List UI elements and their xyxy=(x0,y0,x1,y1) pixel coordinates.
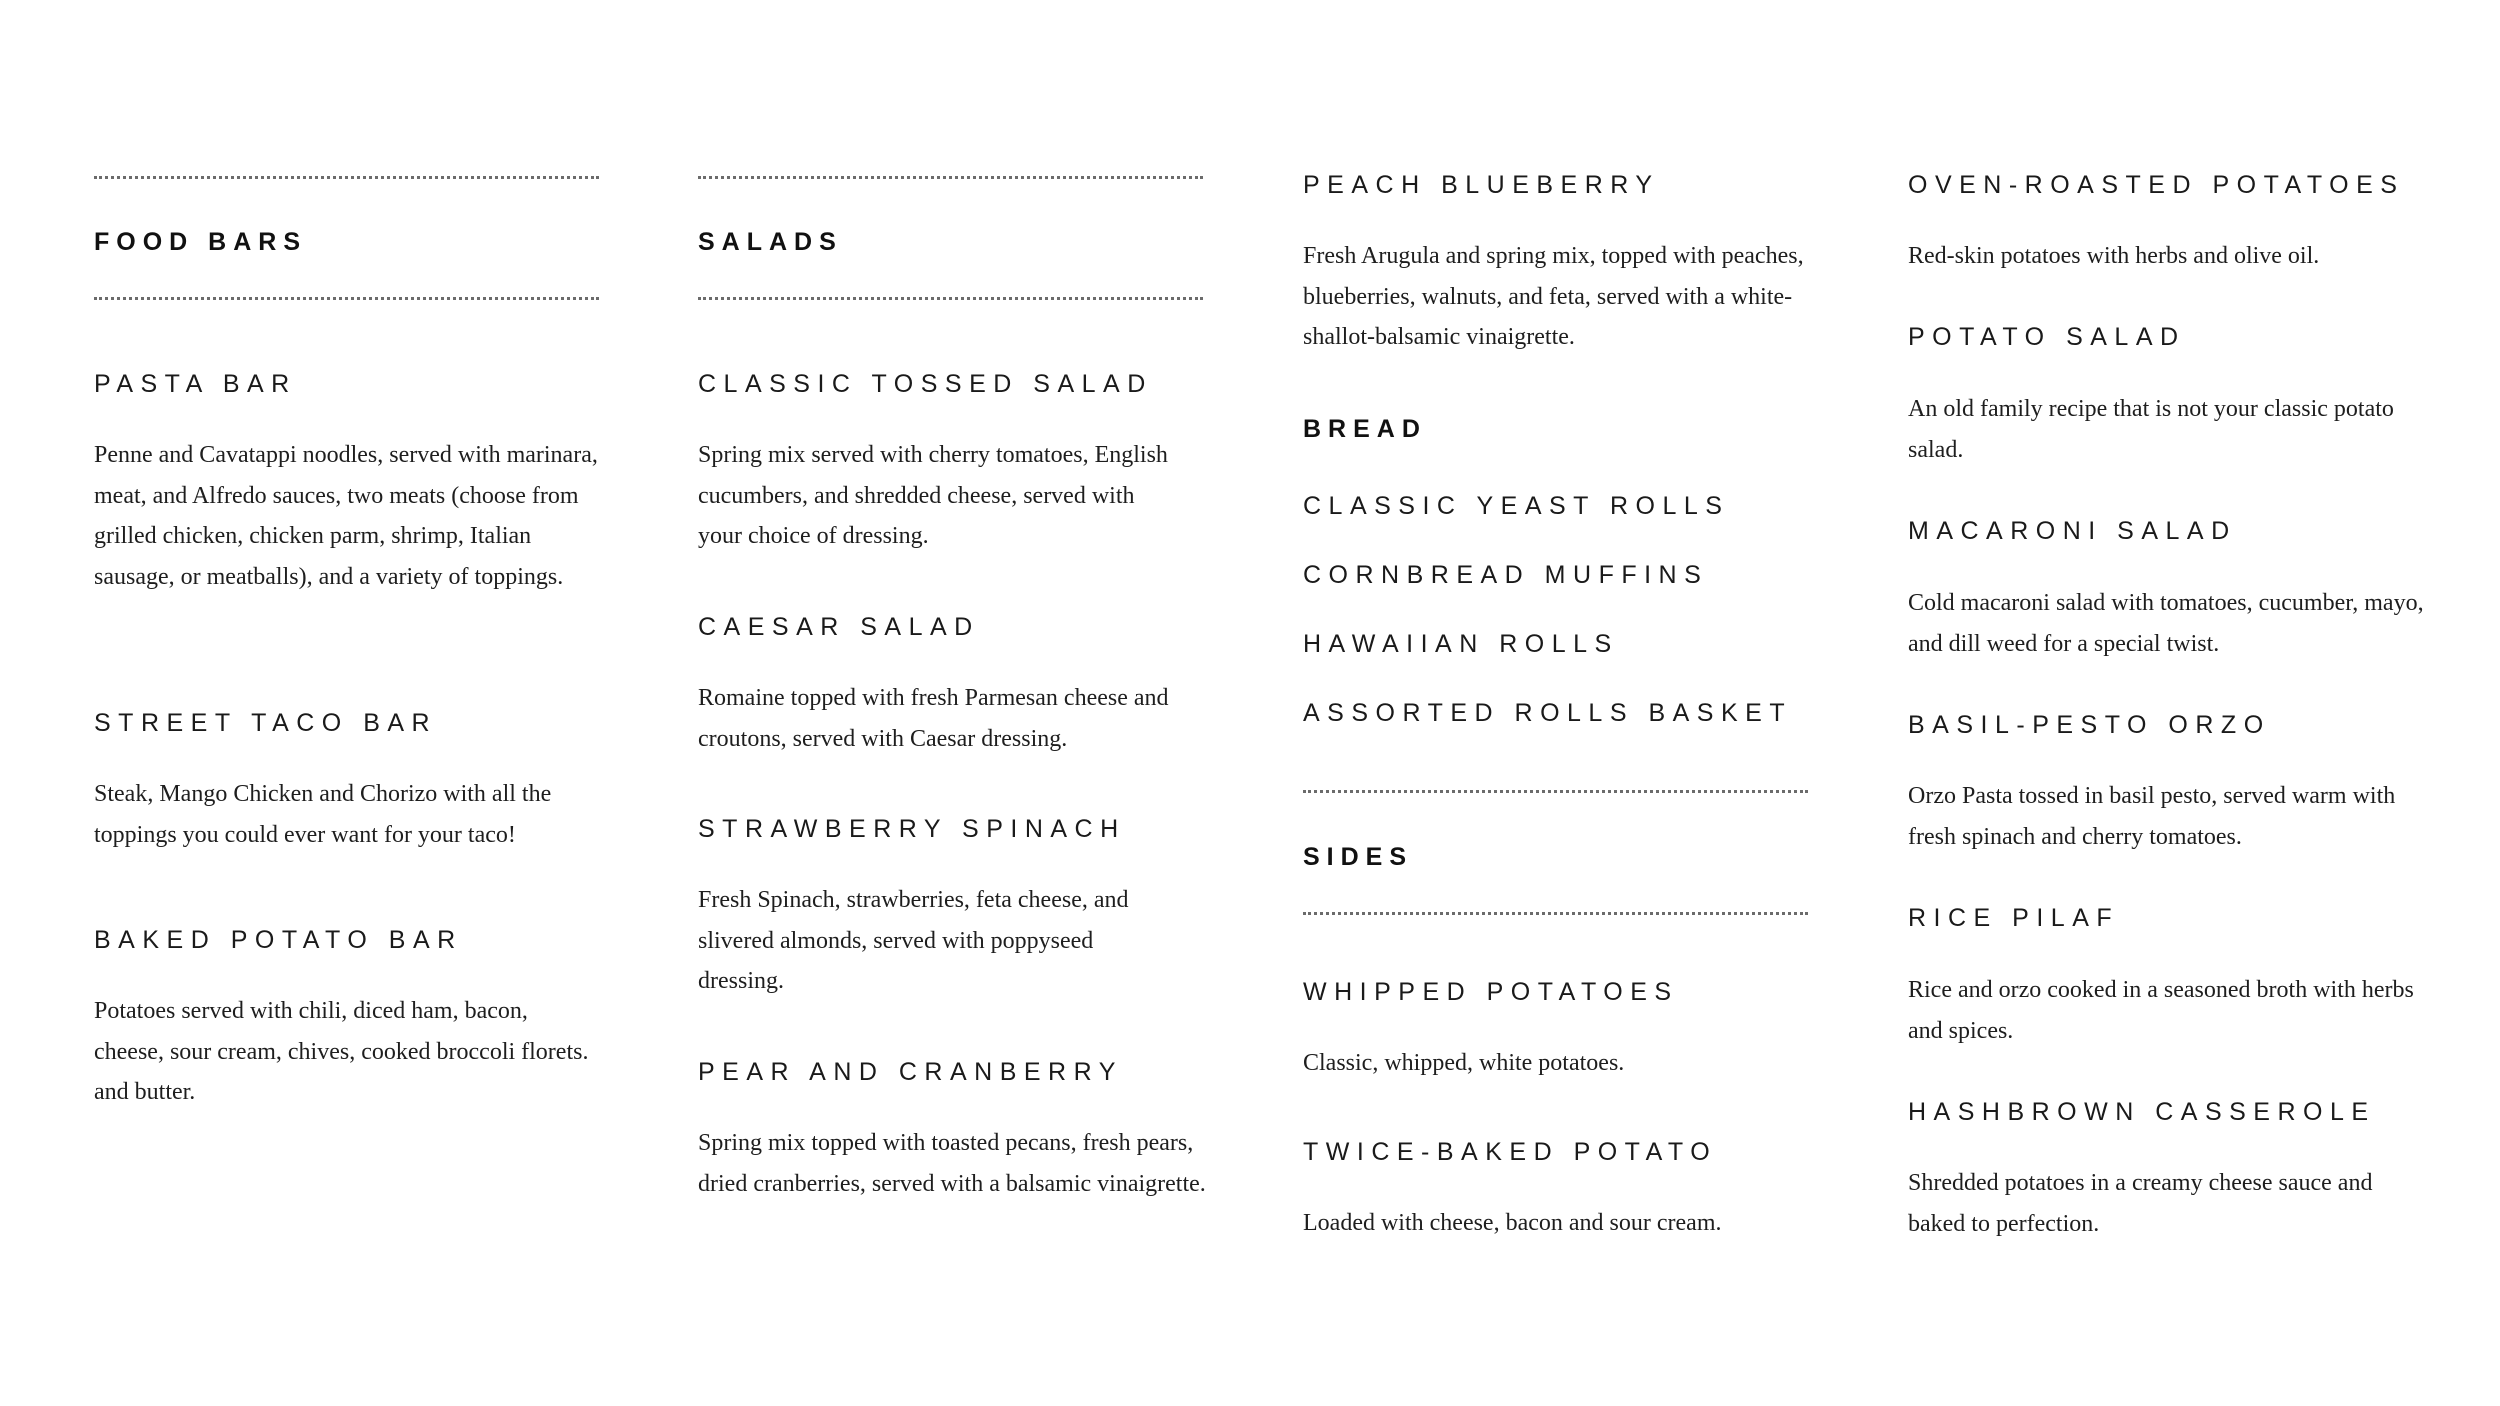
dotted-divider xyxy=(698,176,1203,179)
item-desc-oven-roasted-potatoes: Red-skin potatoes with herbs and olive oil. xyxy=(1908,243,2320,269)
item-title-pasta-bar: PASTA BAR xyxy=(94,370,297,398)
item-desc-strawberry-spinach: Fresh Spinach, strawberries, feta cheese, and slivered almonds, served with poppyseed dressing. xyxy=(698,887,1129,994)
item-desc-baked-potato-bar: Potatoes served with chili, diced ham, bacon, cheese, sour cream, chives, cooked broccoli florets. and butter. xyxy=(94,998,589,1105)
item-desc-basil-pesto-orzo: Orzo Pasta tossed in basil pesto, served warm with fresh spinach and cherry tomatoes. xyxy=(1908,783,2396,850)
item-desc-twice-baked-potato: Loaded with cheese, bacon and sour cream. xyxy=(1303,1210,1722,1236)
item-title-peach-blueberry: PEACH BLUEBERRY xyxy=(1303,171,1660,199)
item-desc-potato-salad: An old family recipe that is not your classic potato salad. xyxy=(1908,396,2394,463)
item-desc-pear-and-cranberry: Spring mix topped with toasted pecans, fresh pears, dried cranberries, served with a balsamic vinaigrette. xyxy=(698,1130,1206,1197)
item-desc-caesar-salad: Romaine topped with fresh Parmesan cheese and croutons, served with Caesar dressing. xyxy=(698,685,1169,752)
item-title-strawberry-spinach: STRAWBERRY SPINACH xyxy=(698,815,1126,843)
item-title-street-taco-bar: STREET TACO BAR xyxy=(94,709,438,737)
item-title-caesar-salad: CAESAR SALAD xyxy=(698,613,980,641)
dotted-divider xyxy=(94,176,599,179)
item-title-oven-roasted-potatoes: OVEN-ROASTED POTATOES xyxy=(1908,171,2405,199)
item-title-twice-baked-potato: TWICE-BAKED POTATO xyxy=(1303,1138,1718,1166)
item-title-assorted-rolls-basket: ASSORTED ROLLS BASKET xyxy=(1303,699,1793,727)
item-title-hawaiian-rolls: HAWAIIAN ROLLS xyxy=(1303,630,1619,658)
item-title-macaroni-salad: MACARONI SALAD xyxy=(1908,517,2237,545)
item-title-cornbread-muffins: CORNBREAD MUFFINS xyxy=(1303,561,1709,589)
section-title-sides: SIDES xyxy=(1303,843,1414,871)
item-desc-rice-pilaf: Rice and orzo cooked in a seasoned broth with herbs and spices. xyxy=(1908,977,2414,1044)
section-title-bread: BREAD xyxy=(1303,415,1427,443)
dotted-divider xyxy=(1303,912,1808,915)
item-desc-macaroni-salad: Cold macaroni salad with tomatoes, cucumber, mayo, and dill weed for a special twist. xyxy=(1908,590,2424,657)
section-title-food-bars: FOOD BARS xyxy=(94,228,307,256)
dotted-divider xyxy=(698,297,1203,300)
item-desc-whipped-potatoes: Classic, whipped, white potatoes. xyxy=(1303,1050,1625,1076)
item-title-classic-tossed-salad: CLASSIC TOSSED SALAD xyxy=(698,370,1153,398)
item-title-whipped-potatoes: WHIPPED POTATOES xyxy=(1303,978,1679,1006)
dotted-divider xyxy=(94,297,599,300)
item-title-baked-potato-bar: BAKED POTATO BAR xyxy=(94,926,463,954)
item-desc-pasta-bar: Penne and Cavatappi noodles, served with marinara, meat, and Alfredo sauces, two meats (choose from grilled chicken, chicken parm, shrimp, Italian sausage, or meatballs), and a variety of toppings. xyxy=(94,442,598,590)
item-title-potato-salad: POTATO SALAD xyxy=(1908,323,2186,351)
item-title-pear-and-cranberry: PEAR AND CRANBERRY xyxy=(698,1058,1123,1086)
item-title-basil-pesto-orzo: BASIL-PESTO ORZO xyxy=(1908,711,2271,739)
item-title-hashbrown-casserole: HASHBROWN CASSEROLE xyxy=(1908,1098,2376,1126)
dotted-divider xyxy=(1303,790,1808,793)
item-desc-hashbrown-casserole: Shredded potatoes in a creamy cheese sauce and baked to perfection. xyxy=(1908,1170,2373,1237)
item-desc-peach-blueberry: Fresh Arugula and spring mix, topped with peaches, blueberries, walnuts, and feta, served with a white-shallot-balsamic vinaigrette. xyxy=(1303,243,1804,350)
item-title-rice-pilaf: RICE PILAF xyxy=(1908,904,2120,932)
item-desc-classic-tossed-salad: Spring mix served with cherry tomatoes, English cucumbers, and shredded cheese, served with your choice of dressing. xyxy=(698,442,1168,549)
item-title-classic-yeast-rolls: CLASSIC YEAST ROLLS xyxy=(1303,492,1730,520)
item-desc-street-taco-bar: Steak, Mango Chicken and Chorizo with all the toppings you could ever want for your taco! xyxy=(94,781,552,848)
section-title-salads: SALADS xyxy=(698,228,843,256)
